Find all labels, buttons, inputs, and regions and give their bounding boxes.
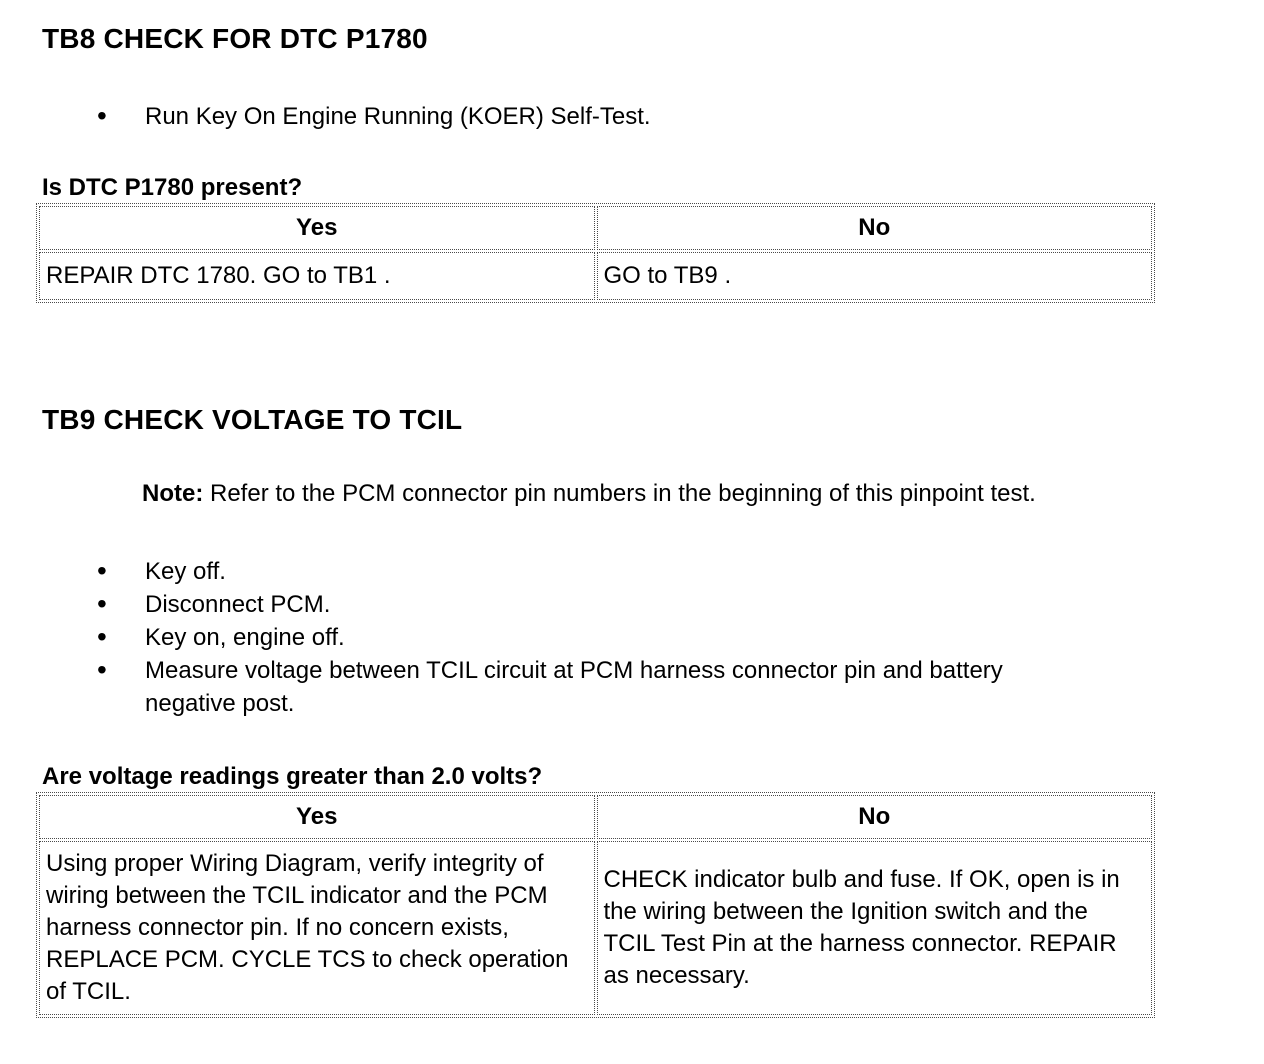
table-header-no: No bbox=[597, 795, 1153, 839]
note-label: Note: bbox=[142, 480, 204, 507]
table-header-yes: Yes bbox=[39, 795, 595, 839]
list-item: • Run Key On Engine Running (KOER) Self-Test. bbox=[97, 100, 1037, 133]
list-item: • Disconnect PCM. bbox=[97, 588, 1037, 621]
note-text: Refer to the PCM connector pin numbers in the beginning of this pinpoint test. bbox=[210, 480, 1036, 507]
tb9-question: Are voltage readings greater than 2.0 volts? bbox=[42, 763, 543, 790]
table-header-row bbox=[39, 795, 1152, 839]
list-item: • Key off. bbox=[97, 555, 1037, 588]
tb9-decision-table bbox=[36, 792, 1155, 1018]
table-header-row bbox=[39, 206, 1152, 250]
table-header-no: No bbox=[597, 206, 1153, 250]
tb8-question: Is DTC P1780 present? bbox=[42, 174, 303, 201]
list-item: • Measure voltage between TCIL circuit at PCM harness connector pin and battery negative post. bbox=[97, 654, 1037, 720]
table-row bbox=[39, 841, 1152, 1015]
table-cell-no-action: CHECK indicator bulb and fuse. If OK, open is in the wiring between the Ignition switch and the TCIL Test Pin at the harness connector. REPAIR as necessary. bbox=[597, 841, 1153, 1015]
section-title-tb8: TB8 CHECK FOR DTC P1780 bbox=[42, 23, 428, 54]
tb8-step-list bbox=[97, 100, 1264, 133]
table-cell-yes-action: REPAIR DTC 1780. GO to TB1 . bbox=[39, 252, 595, 300]
table-cell-no-action: GO to TB9 . bbox=[597, 252, 1153, 300]
table-row bbox=[39, 252, 1152, 300]
table-cell-yes-action: Using proper Wiring Diagram, verify integrity of wiring between the TCIL indicator and the PCM harness connector pin. If no concern exists, REPLACE PCM. CYCLE TCS to check operation of TCIL. bbox=[39, 841, 595, 1015]
tb9-step-list bbox=[97, 555, 1264, 720]
table-header-yes: Yes bbox=[39, 206, 595, 250]
list-item: • Key on, engine off. bbox=[97, 621, 1037, 654]
tb8-decision-table bbox=[36, 203, 1155, 303]
section-title-tb9: TB9 CHECK VOLTAGE TO TCIL bbox=[42, 404, 463, 435]
note-line bbox=[142, 481, 1264, 507]
